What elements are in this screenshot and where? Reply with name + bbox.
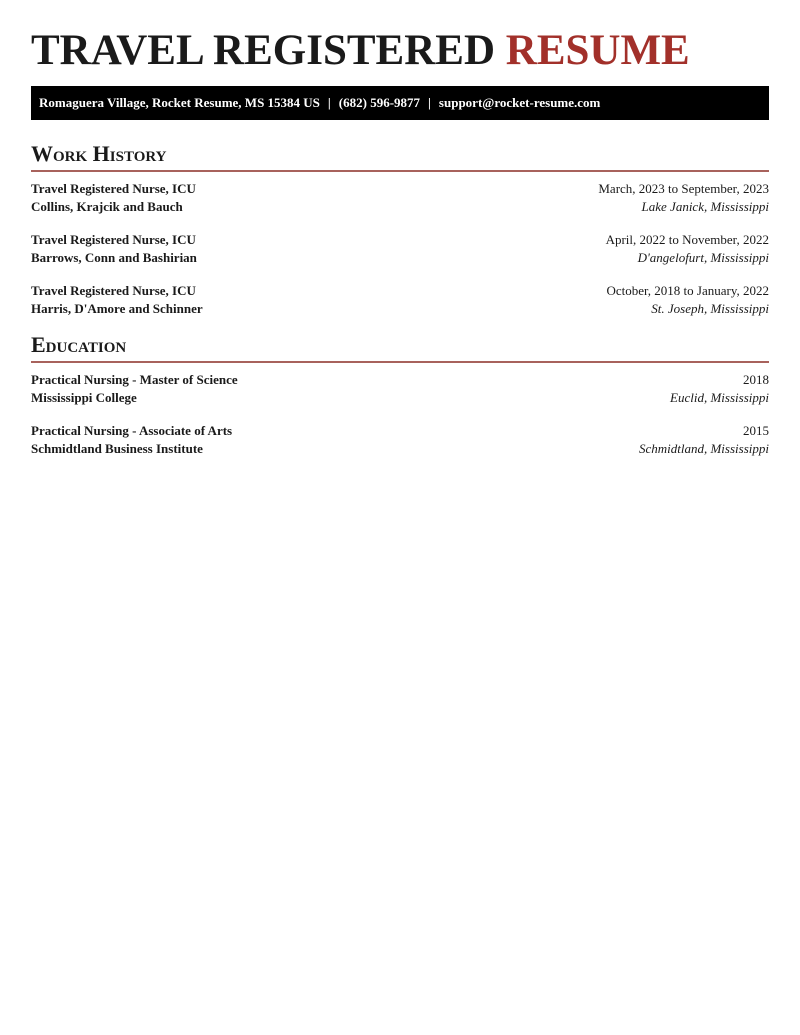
contact-phone: (682) 596-9877	[338, 95, 421, 110]
school-location: Schmidtland, Mississippi	[638, 441, 769, 456]
job-dates: October, 2018 to January, 2022	[606, 283, 769, 298]
contact-separator: |	[327, 95, 331, 110]
degree-name: Practical Nursing - Associate of Arts	[31, 423, 233, 438]
school-name: Schmidtland Business Institute	[31, 441, 203, 456]
work-entry	[31, 282, 769, 318]
contact-email: support@rocket-resume.com	[438, 95, 601, 110]
school-name: Mississippi College	[31, 390, 137, 405]
work-entry	[31, 231, 769, 267]
job-title: Travel Registered Nurse, ICU	[31, 181, 196, 196]
education-section	[31, 332, 769, 458]
employer-name: Harris, D'Amore and Schinner	[31, 301, 203, 316]
job-title: Travel Registered Nurse, ICU	[31, 283, 196, 298]
education-heading: Education	[31, 332, 769, 363]
job-location: St. Joseph, Mississippi	[651, 301, 769, 316]
contact-separator: |	[428, 95, 431, 110]
resume-title	[31, 27, 690, 75]
job-dates: March, 2023 to September, 2023	[598, 181, 769, 196]
work-history-heading: Work History	[31, 141, 769, 172]
graduation-year: 2018	[743, 372, 769, 387]
school-location: Euclid, Mississippi	[670, 390, 769, 405]
job-title: Travel Registered Nurse, ICU	[31, 232, 196, 247]
contact-address: Romaguera Village, Rocket Resume, MS 15384 US	[39, 95, 320, 110]
work-entry	[31, 180, 769, 216]
resume-title-accent: RESUME	[505, 27, 690, 74]
job-dates: April, 2022 to November, 2022	[605, 232, 769, 247]
education-entry	[31, 422, 769, 458]
graduation-year: 2015	[743, 423, 769, 438]
contact-bar	[31, 86, 769, 120]
degree-name: Practical Nursing - Master of Science	[31, 372, 238, 387]
employer-name: Collins, Krajcik and Bauch	[31, 199, 183, 214]
education-entry	[31, 371, 769, 407]
job-location: Lake Janick, Mississippi	[641, 199, 769, 214]
employer-name: Barrows, Conn and Bashirian	[31, 250, 197, 265]
job-location: D'angelofurt, Mississippi	[637, 250, 769, 265]
work-history-section	[31, 141, 769, 318]
resume-title-main: TRAVEL REGISTERED	[31, 27, 496, 74]
